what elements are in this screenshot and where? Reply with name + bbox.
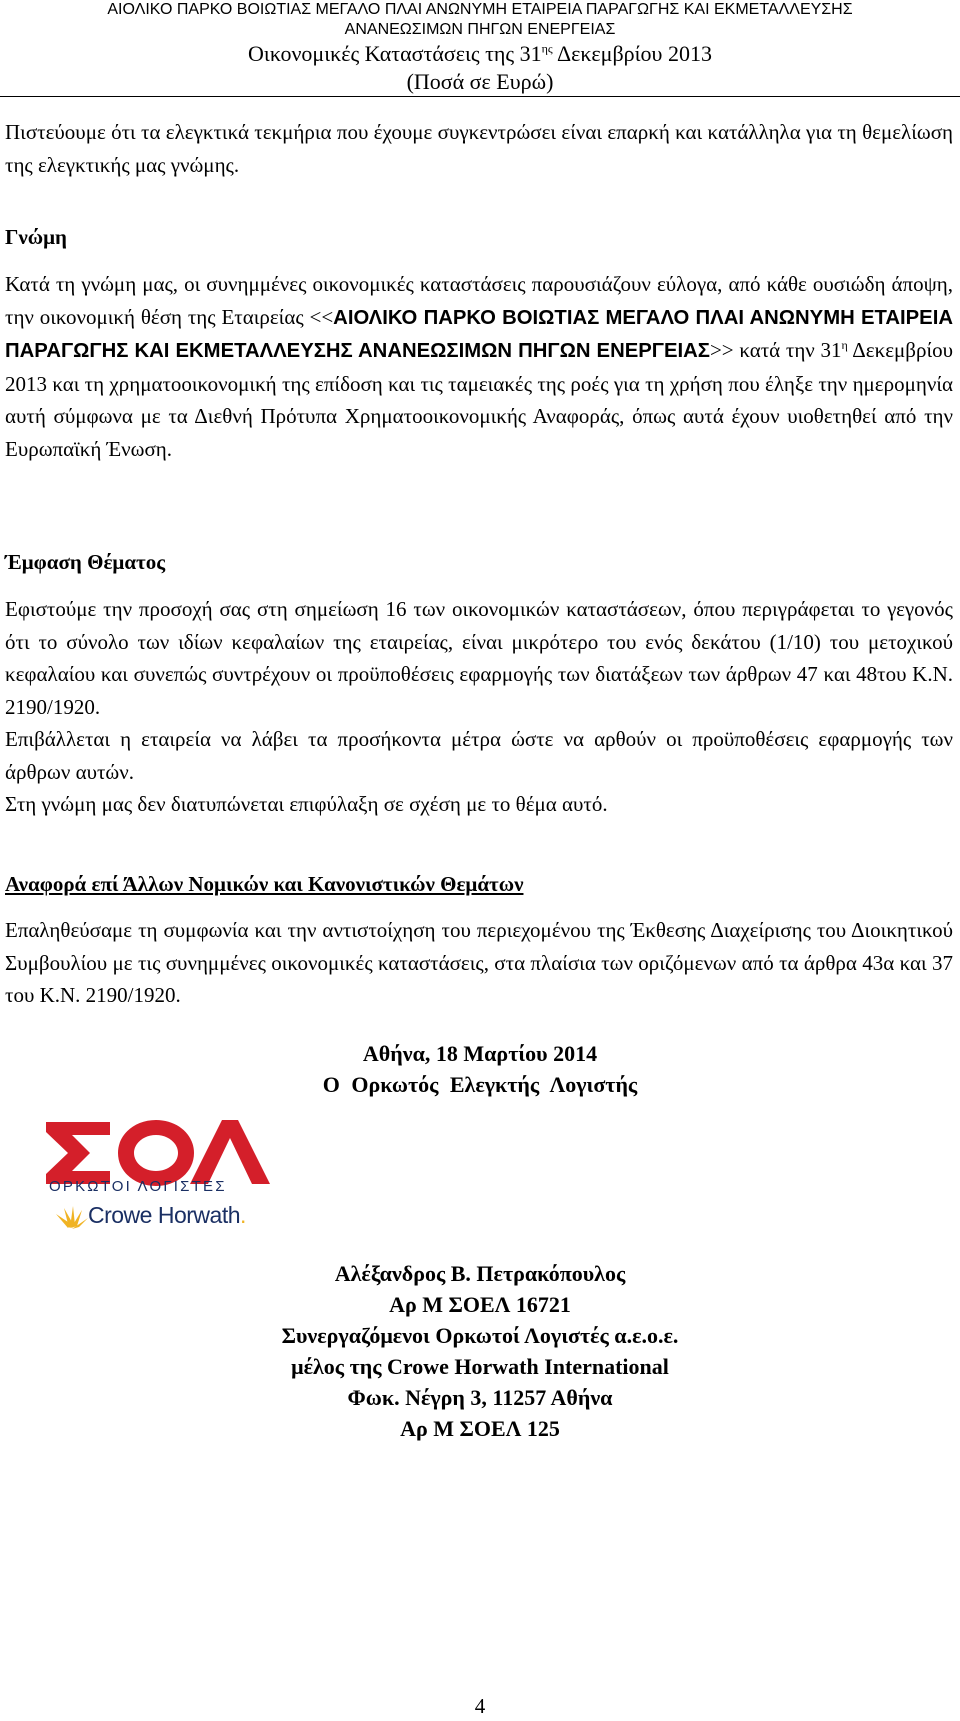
signatory-name: Αλέξανδρος Β. Πετρακόπουλος (334, 1261, 626, 1286)
audit-firm-name: Συνεργαζόμενοι Ορκωτοί Λογιστές α.ε.ο.ε. (281, 1323, 679, 1348)
audit-firm-address: Φωκ. Νέγρη 3, 11257 Αθήνα (347, 1385, 613, 1410)
page-number: 4 (474, 1694, 486, 1718)
company-name: ΑΙΟΛΙΚΟ ΠΑΡΚΟ ΒΟΙΩΤΙΑΣ ΜΕΓΑΛΟ ΠΛΑΙ ΑΝΩΝΥΜΗ ΕΤΑΙΡΕΙΑ ΠΑΡΑΓΩΓΗΣ ΚΑΙ ΕΚΜΕΤΑΛΛΕΥΣΗΣ ΑΝΑΝΕΩΣΙΜΩΝ ΠΗΓΩΝ ΕΝΕΡΓΕΙΑΣ (5, 306, 953, 362)
header-subtitle: (Ποσά σε Ευρώ) (406, 69, 554, 94)
opinion-heading: Γνώμη (5, 225, 67, 249)
header-company-line-2: ΑΝΑΝΕΩΣΙΜΩΝ ΠΗΓΩΝ ΕΝΕΡΓΕΙΑΣ (344, 21, 616, 38)
intro-paragraph: Πιστεύουμε ότι τα ελεγκτικά τεκμήρια που έχουμε συγκεντρώσει είναι επαρκή και κατάλληλα για τη θεμελίωση της ελεγκτικής μας γνώμης. (5, 120, 953, 177)
other-matters-paragraph: Επαληθεύσαμε τη συμφωνία και την αντιστοίχηση του περιεχομένου της Έκθεσης Διαχείρισης του Διοικητικού Συμβουλίου με τις συνημμένες οικονομικές καταστάσεις, στα πλαίσια των οριζόμενων από τα άρθρα 43α και 37 του Κ.Ν. 2190/1920. (5, 918, 953, 1007)
opinion-paragraph: Κατά τη γνώμη μας, οι συνημμένες οικονομικές καταστάσεις παρουσιάζουν εύλογα, από κάθε ουσιώδη άποψη, την οικονομική θέση της Εταιρείας <<ΑΙΟΛΙΚΟ ΠΑΡΚΟ ΒΟΙΩΤΙΑΣ ΜΕΓΑΛΟ ΠΛΑΙ ΑΝΩΝΥΜΗ ΕΤΑΙΡΕΙΑ ΠΑΡΑΓΩΓΗΣ ΚΑΙ ΕΚΜΕΤΑΛΛΕΥΣΗΣ ΑΝΑΝΕΩΣΙΜΩΝ ΠΗΓΩΝ ΕΝΕΡΓΕΙΑΣ>> κατά την $31^\eta$ Δεκεμβρίου 2013 και τη χρηματοοικονομική της επίδοση και τις ταμειακές της ροές για τη χρήση που έληξε την ημερομηνία αυτή σύμφωνα με τα Διεθνή Πρότυπα Χρηματοοικονομικής Αναφοράς, όπως αυτά έχουν υιοθετηθεί από την Ευρωπαϊκή Ένωση. (5, 272, 953, 461)
audit-firm-registration: Αρ Μ ΣΟΕΛ 125 (400, 1416, 560, 1441)
logo-brand-name: Crowe Horwath. (88, 1202, 246, 1228)
header-company-line-1: ΑΙΟΛΙΚΟ ΠΑΡΚΟ ΒΟΙΩΤΙΑΣ ΜΕΓΑΛΟ ΠΛΑΙ ΑΝΩΝΥΜΗ ΕΤΑΙΡΕΙΑ ΠΑΡΑΓΩΓΗΣ ΚΑΙ ΕΚΜΕΤΑΛΛΕΥΣΗΣ (107, 1, 853, 18)
audit-firm-membership: μέλος της Crowe Horwath International (291, 1354, 669, 1379)
logo-tagline: ΟΡΚΩΤΟΙ ΛΟΓΙΣΤΕΣ (49, 1178, 227, 1195)
other-matters-heading: Αναφορά επί Άλλων Νομικών και Κανονιστικών Θεμάτων (5, 872, 524, 896)
emphasis-paragraph-1: Εφιστούμε την προσοχή σας στη σημείωση 16 των οικονομικών καταστάσεων, όπου περιγράφεται το γεγονός ότι το σύνολο των ιδίων κεφαλαίων της εταιρείας, είναι μικρότερο του ενός δεκάτου (1/10) του μετοχικού κεφαλαίου και συνεπώς συντρέχουν οι προϋποθέσεις εφαρμογής των διατάξεων των άρθρων 47 και 48του Κ.Ν. 2190/1920. (5, 597, 953, 719)
header-divider (0, 96, 960, 97)
emphasis-paragraph-2: Επιβάλλεται η εταιρεία να λάβει τα προσήκοντα μέτρα ώστε να αρθούν οι προϋποθέσεις εφαρμογής των άρθρων αυτών. (5, 727, 953, 784)
signature-role: Ο Ορκωτός Ελεγκτής Λογιστής (322, 1072, 638, 1097)
header-title: Οικονομικές Καταστάσεις της $31^{\eta\varsigma}$ Δεκεμβρίου 2013 (248, 41, 712, 66)
emphasis-heading: Έμφαση Θέματος (5, 550, 166, 574)
emphasis-paragraph-3: Στη γνώμη μας δεν διατυπώνεται επιφύλαξη σε σχέση με το θέμα αυτό. (5, 792, 608, 816)
signature-place-date: Αθήνα, 18 Μαρτίου 2014 (362, 1041, 598, 1066)
signatory-registration: Αρ Μ ΣΟΕΛ 16721 (389, 1292, 571, 1317)
